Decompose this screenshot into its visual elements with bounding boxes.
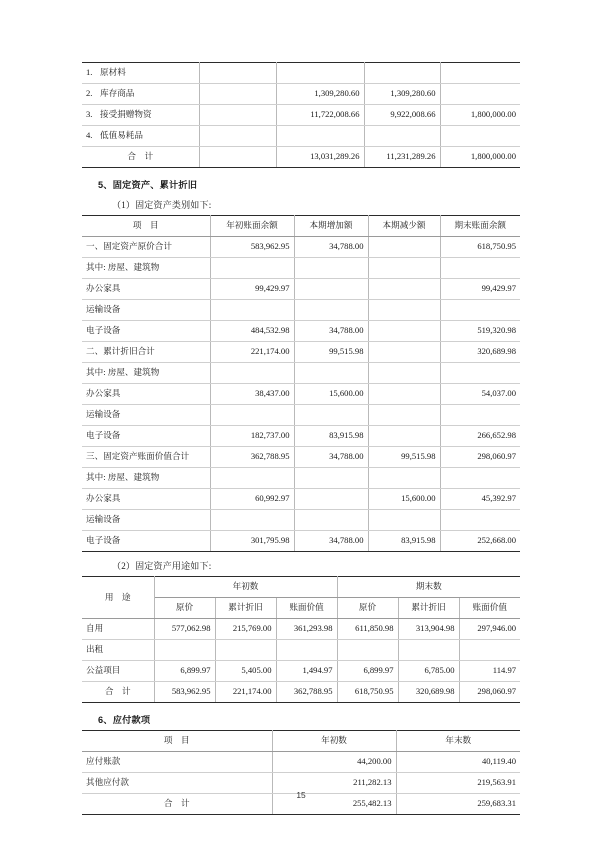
col-header-end-bookvalue: 账面价值: [459, 598, 520, 619]
usage-label: 出租: [82, 640, 154, 661]
category-v4: 519,320.98: [440, 321, 520, 342]
category-v1: [210, 510, 294, 531]
page-number: 15: [296, 790, 306, 800]
category-v1: 301,795.98: [210, 531, 294, 552]
col-header-item: 项 目: [82, 731, 272, 752]
usage-total-v1: 583,962.95: [154, 682, 215, 703]
table-row: [82, 405, 520, 426]
category-v3: [368, 321, 440, 342]
col-header-end-cost: 原价: [337, 598, 398, 619]
category-v2: [294, 468, 368, 489]
category-label: 办公家具: [82, 279, 210, 300]
table-row: [82, 426, 520, 447]
category-label: 运输设备: [82, 510, 210, 531]
category-v4: 99,429.97: [440, 279, 520, 300]
category-v3: [368, 300, 440, 321]
inventory-item-number: 3.: [86, 109, 93, 120]
col-header-end-balance: 期末账面余额: [440, 216, 520, 237]
fixed-assets-usage-table: [82, 576, 520, 703]
category-label: 一、固定资产原价合计: [82, 237, 210, 258]
inventory-item-label: 低值易耗品: [100, 130, 143, 141]
payable-total-label: 合 计: [82, 794, 272, 815]
category-v2: 83,915.98: [294, 426, 368, 447]
category-label: 三、固定资产账面价值合计: [82, 447, 210, 468]
category-v4: 618,750.95: [440, 237, 520, 258]
col-header-end-year: 年末数: [396, 731, 520, 752]
category-v2: 15,600.00: [294, 384, 368, 405]
usage-v1: [154, 640, 215, 661]
section-5-heading: 5、固定资产、累计折旧: [98, 180, 198, 190]
col-header-begin-year: 年初数: [272, 731, 396, 752]
category-v2: 34,788.00: [294, 321, 368, 342]
category-v2: [294, 300, 368, 321]
usage-total-v3: 362,788.95: [276, 682, 337, 703]
inventory-c3: 9,922,008.66: [364, 105, 440, 126]
category-label: 运输设备: [82, 405, 210, 426]
category-v2: 99,515.98: [294, 342, 368, 363]
usage-v4: 6,899.97: [337, 661, 398, 682]
category-v1: [210, 405, 294, 426]
inventory-total-label: 合 计: [82, 147, 199, 168]
inventory-item-cell: [82, 105, 199, 126]
table-total-row: [82, 682, 520, 703]
usage-v5: 6,785.00: [398, 661, 459, 682]
col-header-usage: 用 途: [82, 577, 154, 619]
category-v1: [210, 468, 294, 489]
usage-total-v5: 320,689.98: [398, 682, 459, 703]
table-row: [82, 619, 520, 640]
col-group-header-end: 期末数: [337, 577, 520, 598]
payable-label: 应付账款: [82, 752, 272, 773]
usage-v5: [398, 640, 459, 661]
category-v3: 15,600.00: [368, 489, 440, 510]
inventory-total-c2: 13,031,289.26: [276, 147, 364, 168]
inventory-c1: [199, 126, 276, 147]
table-row: [82, 126, 520, 147]
usage-total-v6: 298,060.97: [459, 682, 520, 703]
inventory-c4: [440, 84, 520, 105]
category-v3: [368, 237, 440, 258]
inventory-item-number: 2.: [86, 88, 93, 99]
usage-v3: 361,293.98: [276, 619, 337, 640]
category-v3: 99,515.98: [368, 447, 440, 468]
table-header-row: [82, 731, 520, 752]
category-v1: 38,437.00: [210, 384, 294, 405]
category-v1: 362,788.95: [210, 447, 294, 468]
category-v4: 298,060.97: [440, 447, 520, 468]
inventory-c3: [364, 126, 440, 147]
usage-v6: 297,946.00: [459, 619, 520, 640]
category-label: 其中: 房屋、建筑物: [82, 258, 210, 279]
category-label: 其中: 房屋、建筑物: [82, 468, 210, 489]
category-v3: [368, 468, 440, 489]
table-row: [82, 510, 520, 531]
category-label: 运输设备: [82, 300, 210, 321]
table-row: [82, 640, 520, 661]
category-v1: 221,174.00: [210, 342, 294, 363]
payable-v1: 211,282.13: [272, 773, 396, 794]
category-v4: [440, 510, 520, 531]
category-v1: [210, 258, 294, 279]
category-v4: 45,392.97: [440, 489, 520, 510]
col-header-begin-balance: 年初账面余额: [210, 216, 294, 237]
table-row: [82, 84, 520, 105]
col-header-item: 项 目: [82, 216, 210, 237]
usage-v1: 6,899.97: [154, 661, 215, 682]
payable-v2: 40,119.40: [396, 752, 520, 773]
col-header-decrease: 本期减少额: [368, 216, 440, 237]
category-label: 电子设备: [82, 426, 210, 447]
inventory-total-c1: [199, 147, 276, 168]
table-row: [82, 300, 520, 321]
category-v4: [440, 363, 520, 384]
usage-total-label: 合 计: [82, 682, 154, 703]
inventory-c4: [440, 63, 520, 84]
category-v4: [440, 405, 520, 426]
category-v2: [294, 405, 368, 426]
payable-v1: 44,200.00: [272, 752, 396, 773]
category-v3: [368, 342, 440, 363]
category-v3: [368, 258, 440, 279]
category-v4: [440, 258, 520, 279]
section-6-heading: 6、应付款项: [98, 715, 151, 725]
category-v2: 34,788.00: [294, 531, 368, 552]
payable-total-v1: 255,482.13: [272, 794, 396, 815]
inventory-c1: [199, 84, 276, 105]
table-row: [82, 363, 520, 384]
table-row: [82, 447, 520, 468]
table-row: [82, 468, 520, 489]
usage-v3: [276, 640, 337, 661]
category-v4: 320,689.98: [440, 342, 520, 363]
category-v3: [368, 363, 440, 384]
table-row: [82, 531, 520, 552]
category-v4: [440, 468, 520, 489]
table-row: [82, 105, 520, 126]
category-v2: [294, 363, 368, 384]
category-v2: 34,788.00: [294, 237, 368, 258]
usage-v4: 611,850.98: [337, 619, 398, 640]
category-label: 二、累计折旧合计: [82, 342, 210, 363]
col-group-header-begin: 年初数: [154, 577, 337, 598]
usage-v3: 1,494.97: [276, 661, 337, 682]
table-row: [82, 63, 520, 84]
category-label: 其中: 房屋、建筑物: [82, 363, 210, 384]
page-content: [82, 62, 520, 815]
table-row: [82, 384, 520, 405]
inventory-c2: 11,722,008.66: [276, 105, 364, 126]
col-header-begin-bookvalue: 账面价值: [276, 598, 337, 619]
category-v4: 54,037.00: [440, 384, 520, 405]
payable-total-v2: 259,683.31: [396, 794, 520, 815]
usage-v2: 5,405.00: [215, 661, 276, 682]
category-v1: 182,737.00: [210, 426, 294, 447]
category-label: 电子设备: [82, 321, 210, 342]
category-v3: [368, 279, 440, 300]
inventory-total-c3: 11,231,289.26: [364, 147, 440, 168]
payable-label: 其他应付款: [82, 773, 272, 794]
inventory-item-number: 1.: [86, 67, 93, 78]
category-v2: 34,788.00: [294, 447, 368, 468]
section-5-sub-1: （1）固定资产类别如下:: [112, 200, 212, 210]
table-header-group-row: [82, 577, 520, 598]
usage-label: 公益项目: [82, 661, 154, 682]
category-v1: 99,429.97: [210, 279, 294, 300]
category-v3: [368, 510, 440, 531]
category-v4: 252,668.00: [440, 531, 520, 552]
table-row: [82, 752, 520, 773]
category-v1: [210, 363, 294, 384]
table-row: [82, 661, 520, 682]
category-v3: [368, 405, 440, 426]
usage-v6: [459, 640, 520, 661]
inventory-c1: [199, 63, 276, 84]
usage-v5: 313,904.98: [398, 619, 459, 640]
usage-label: 自用: [82, 619, 154, 640]
payables-table: [82, 730, 520, 815]
usage-v1: 577,062.98: [154, 619, 215, 640]
table-row: [82, 237, 520, 258]
usage-v4: [337, 640, 398, 661]
payable-v2: 219,563.91: [396, 773, 520, 794]
inventory-item-cell: [82, 63, 199, 84]
inventory-item-label: 接受捐赠物资: [100, 109, 152, 120]
usage-total-v4: 618,750.95: [337, 682, 398, 703]
category-label: 办公家具: [82, 489, 210, 510]
category-label: 电子设备: [82, 531, 210, 552]
category-v1: [210, 300, 294, 321]
section-5-sub-2: （2）固定资产用途如下:: [112, 561, 212, 571]
table-row: [82, 258, 520, 279]
inventory-c4: [440, 126, 520, 147]
inventory-c1: [199, 105, 276, 126]
inventory-c2: [276, 63, 364, 84]
col-header-begin-cost: 原价: [154, 598, 215, 619]
category-v1: 60,992.97: [210, 489, 294, 510]
table-row: [82, 342, 520, 363]
table-row: [82, 489, 520, 510]
table-total-row: [82, 147, 520, 168]
category-v2: [294, 279, 368, 300]
usage-total-v2: 221,174.00: [215, 682, 276, 703]
category-v2: [294, 510, 368, 531]
col-header-increase: 本期增加额: [294, 216, 368, 237]
fixed-assets-category-table: [82, 215, 520, 552]
category-v2: [294, 489, 368, 510]
category-v3: 83,915.98: [368, 531, 440, 552]
inventory-item-cell: [82, 84, 199, 105]
category-v3: [368, 384, 440, 405]
col-header-end-depreciation: 累计折旧: [398, 598, 459, 619]
category-v2: [294, 258, 368, 279]
inventory-c3: [364, 63, 440, 84]
inventory-c2: 1,309,280.60: [276, 84, 364, 105]
inventory-item-label: 库存商品: [100, 88, 135, 99]
inventory-c3: 1,309,280.60: [364, 84, 440, 105]
inventory-item-label: 原材料: [100, 67, 126, 78]
usage-v2: [215, 640, 276, 661]
inventory-table: [82, 62, 520, 168]
inventory-item-cell: [82, 126, 199, 147]
category-v4: [440, 300, 520, 321]
inventory-c2: [276, 126, 364, 147]
category-v3: [368, 426, 440, 447]
col-header-begin-depreciation: 累计折旧: [215, 598, 276, 619]
category-v1: 583,962.95: [210, 237, 294, 258]
category-label: 办公家具: [82, 384, 210, 405]
table-row: [82, 279, 520, 300]
category-v1: 484,532.98: [210, 321, 294, 342]
table-row: [82, 321, 520, 342]
usage-v2: 215,769.00: [215, 619, 276, 640]
inventory-item-number: 4.: [86, 130, 93, 141]
category-v4: 266,652.98: [440, 426, 520, 447]
table-header-row: [82, 216, 520, 237]
usage-v6: 114.97: [459, 661, 520, 682]
inventory-c4: 1,800,000.00: [440, 105, 520, 126]
inventory-total-c4: 1,800,000.00: [440, 147, 520, 168]
